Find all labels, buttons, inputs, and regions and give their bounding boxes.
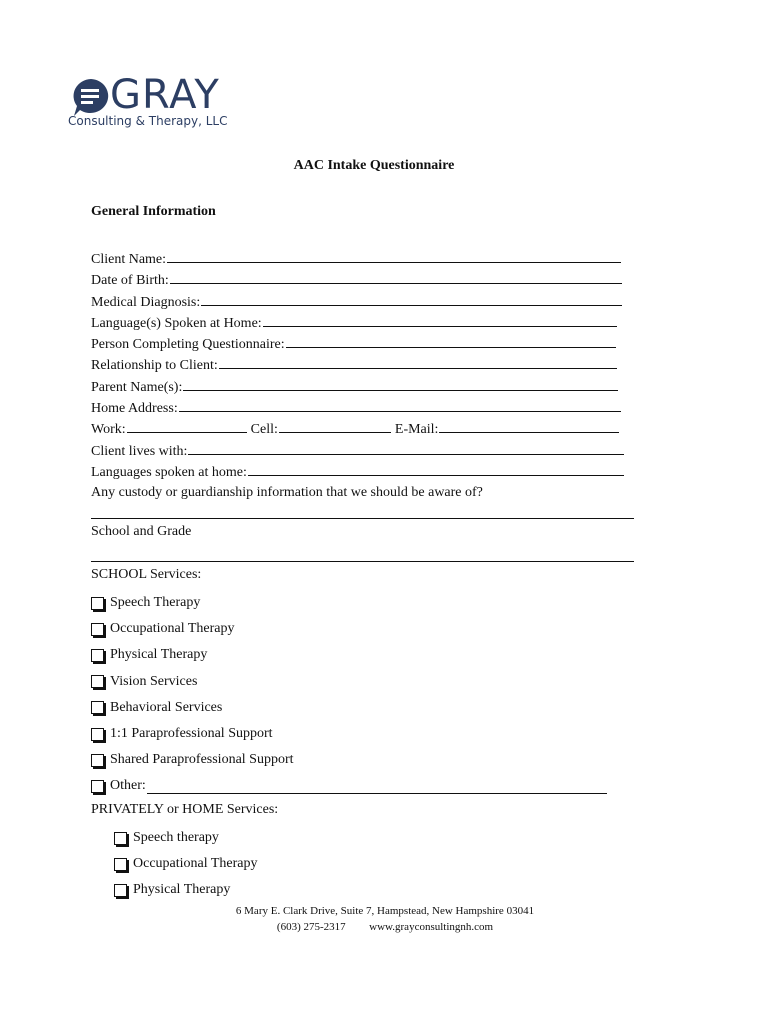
- school-services-list: [91, 590, 607, 800]
- lives-with-blank[interactable]: [188, 440, 624, 455]
- checkbox-icon[interactable]: [114, 858, 127, 871]
- list-item[interactable]: [91, 642, 607, 668]
- checkbox-label: Speech therapy: [133, 830, 219, 845]
- field-label: Language(s) Spoken at Home:: [91, 315, 262, 331]
- logo-wordmark: GRAY: [110, 72, 220, 118]
- diagnosis-field: [91, 291, 651, 312]
- checkbox-label: Behavioral Services: [110, 699, 223, 715]
- other-services-blank[interactable]: [147, 779, 607, 794]
- checkbox-label: Physical Therapy: [110, 647, 208, 663]
- custody-answer-blank[interactable]: [91, 518, 634, 519]
- person-completing-field: [91, 333, 651, 354]
- list-item[interactable]: [91, 590, 607, 616]
- list-item[interactable]: [91, 721, 607, 747]
- checkbox-label: Physical Therapy: [133, 882, 231, 898]
- parent-names-blank[interactable]: [183, 376, 618, 391]
- field-label: Cell:: [250, 422, 278, 438]
- private-services-list: [114, 825, 258, 904]
- school-services-heading: SCHOOL Services:: [91, 567, 202, 582]
- contact-phone-row: [91, 418, 651, 439]
- relationship-field: [91, 354, 651, 375]
- list-item[interactable]: [114, 877, 258, 903]
- school-grade-blank[interactable]: [91, 561, 634, 562]
- list-item[interactable]: [91, 616, 607, 642]
- footer-address: 6 Mary E. Clark Drive, Suite 7, Hampstead, New Hampshire 03041: [235, 905, 535, 917]
- field-label: Person Completing Questionnaire:: [91, 337, 285, 353]
- checkbox-label: Occupational Therapy: [110, 621, 235, 637]
- field-label: Relationship to Client:: [91, 358, 218, 374]
- list-item[interactable]: [91, 773, 607, 799]
- footer-website[interactable]: www.grayconsultingnh.com: [369, 921, 494, 933]
- list-item[interactable]: [91, 747, 607, 773]
- languages-spoken-blank[interactable]: [248, 461, 624, 476]
- field-label: Medical Diagnosis:: [91, 294, 201, 310]
- parent-names-field: [91, 376, 651, 397]
- dob-blank[interactable]: [170, 269, 622, 284]
- diagnosis-blank[interactable]: [201, 291, 622, 306]
- company-logo: [66, 72, 246, 132]
- school-grade-label: School and Grade: [91, 524, 192, 539]
- footer-phone: (603) 275-2317: [276, 921, 346, 933]
- field-label: Work:: [91, 422, 126, 438]
- cell-phone-blank[interactable]: [279, 418, 391, 433]
- checkbox-label: Other:: [110, 778, 146, 794]
- checkbox-label: Shared Paraprofessional Support: [110, 752, 294, 768]
- logo-subtitle: Consulting & Therapy, LLC: [68, 114, 228, 128]
- languages-home-field: [91, 312, 651, 333]
- checkbox-icon[interactable]: [91, 754, 104, 767]
- client-name-field: [91, 248, 651, 269]
- field-label: Parent Name(s):: [91, 379, 183, 395]
- checkbox-icon[interactable]: [91, 780, 104, 793]
- checkbox-label: Speech Therapy: [110, 595, 201, 610]
- checkbox-label: 1:1 Paraprofessional Support: [110, 725, 273, 741]
- checkbox-label: Vision Services: [110, 673, 198, 689]
- private-services-heading: PRIVATELY or HOME Services:: [91, 802, 279, 817]
- checkbox-icon[interactable]: [91, 675, 104, 688]
- chat-bubble-logo-icon: [70, 76, 112, 118]
- home-address-field: [91, 397, 651, 418]
- work-phone-blank[interactable]: [127, 418, 247, 433]
- general-info-fields: [91, 248, 651, 504]
- custody-question: [91, 482, 651, 503]
- field-label: Date of Birth:: [91, 273, 169, 289]
- list-item[interactable]: [114, 825, 258, 851]
- checkbox-label: Occupational Therapy: [133, 856, 258, 872]
- field-label: Home Address:: [91, 401, 178, 417]
- checkbox-icon[interactable]: [114, 884, 127, 897]
- client-name-blank[interactable]: [167, 248, 621, 263]
- relationship-blank[interactable]: [219, 354, 617, 369]
- email-blank[interactable]: [439, 418, 619, 433]
- list-item[interactable]: [91, 695, 607, 721]
- languages-home-blank[interactable]: [263, 312, 617, 327]
- checkbox-icon[interactable]: [91, 597, 104, 610]
- checkbox-icon[interactable]: [114, 832, 127, 845]
- field-label: E-Mail:: [394, 422, 439, 438]
- languages-spoken-field: [91, 461, 651, 482]
- lives-with-field: [91, 440, 651, 461]
- checkbox-icon[interactable]: [91, 623, 104, 636]
- checkbox-icon[interactable]: [91, 701, 104, 714]
- person-completing-blank[interactable]: [286, 333, 616, 348]
- section-heading: General Information: [91, 204, 216, 219]
- page-footer: [0, 903, 770, 935]
- field-label: Client Name:: [91, 252, 167, 267]
- home-address-blank[interactable]: [179, 397, 621, 412]
- list-item[interactable]: [114, 851, 258, 877]
- list-item[interactable]: [91, 669, 607, 695]
- footer-contact: [0, 919, 770, 935]
- field-label: Languages spoken at home:: [91, 464, 247, 480]
- dob-field: [91, 269, 651, 290]
- field-label: Any custody or guardianship information that we should be aware of?: [91, 485, 483, 501]
- checkbox-icon[interactable]: [91, 728, 104, 741]
- document-title: AAC Intake Questionnaire: [293, 158, 455, 173]
- field-label: Client lives with:: [91, 443, 188, 459]
- checkbox-icon[interactable]: [91, 649, 104, 662]
